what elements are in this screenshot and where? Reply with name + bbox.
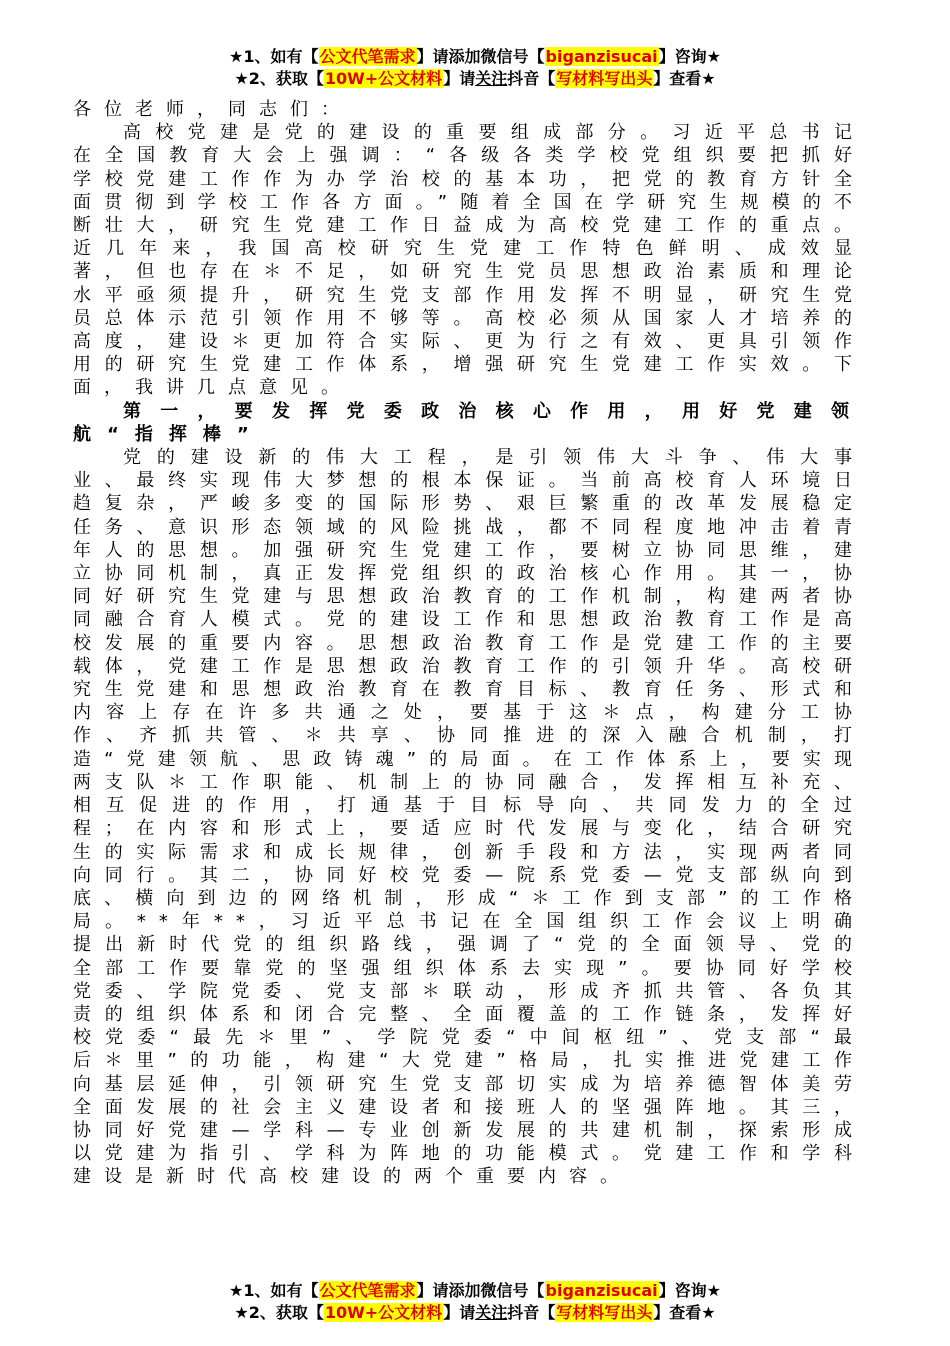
banner-line-2: ★2、获取【10W+公文材料】请关注抖音【写材料写出头】查看★ (234, 69, 716, 88)
banner-line-2: ★2、获取【10W+公文材料】请关注抖音【写材料写出头】查看★ (234, 1303, 716, 1322)
paragraph-section-1: 党的建设新的伟大工程，是引领伟大斗争、伟大事业、最终实现伟大梦想的根本保证。当前高校育人环境日趋复杂，严峻多变的国际形势、艰巨繁重的改革发展稳定任务、意识形态领域的风险挑战，都不同程度地冲击着青年人的思想。加强研究生党建工作，要树立协同思维，建立协同机制，真正发挥党组织的政治核心作用。其一，协同好研究生党建与思想政治教育的工作机制，构建两者协同融合育人模式。党的建设工作和思想政治教育工作是高校发展的重要内容。思想政治教育工作是党建工作的主要载体，党建工作是思想政治教育工作的引领升华。高校研究生党建和思想政治教育在教育目标、教育任务、形式和内容上存在许多共通之处，要基于这＊点，构建分工协作、齐抓共管、＊共享、协同推进的深入融合机制，打造“党建领航、思政铸魂”的局面。在工作体系上，要实现两支队＊工作职能、机制上的协同融合，发挥相互补充、相互促进的作用，打通基于目标导向、共同发力的全过程；在内容和形式上，要适应时代发展与变化，结合研究生的实际需求和成长规律，创新手段和方法，实现两者同向同行。其二，协同好校党委—院系党委—党支部纵向到底、横向到边的网络机制，形成“＊工作到支部”的工作格局。**年**，习近平总书记在全国组织工作会议上明确提出新时代党的组织路线，强调了“党的全面领导、党的全部工作要靠党的坚强组织体系去实现”。要协同好学校党委、学院党委、党支部＊联动，形成齐抓共管、各负其责的组织体系和闭合完整、全面覆盖的工作链条，发挥好校党委“最先＊里”、学院党委“中间枢纽”、党支部“最后＊里”的功能，构建“大党建”格局，扎实推进党建工作向基层延伸，引领研究生党支部切实成为培养德智体美劳全面发展的社会主义建设者和接班人的坚强阵地。其三，协同好党建—学科—专业创新发展的共建机制，探索形成以党建为指引、学科为阵地的功能模式。党建工作和学科建设是新时代高校建设的两个重要内容。 (73, 447, 865, 1188)
top-banner (0, 46, 950, 90)
highlight-writing-service: 公文代笔需求 (319, 1281, 416, 1300)
highlight-douyin-account: 写材料写出头 (556, 69, 653, 88)
highlight-materials: 10W+公文材料 (324, 69, 443, 88)
section-heading-1: 第一，要发挥党委政治核心作用，用好党建领航“指挥棒” (73, 400, 865, 445)
bottom-banner (0, 1280, 950, 1324)
highlight-wechat-id: biganzisucai (545, 1281, 658, 1300)
highlight-wechat-id: biganzisucai (545, 47, 658, 66)
greeting: 各位老师，同志们： (73, 99, 352, 120)
underline-follow: 关注 (475, 1303, 508, 1322)
highlight-writing-service: 公文代笔需求 (319, 47, 416, 66)
banner-line-1: ★1、如有【公文代笔需求】请添加微信号【biganzisucai】咨询★ (229, 1281, 721, 1300)
highlight-douyin-account: 写材料写出头 (556, 1303, 653, 1322)
document-body (73, 98, 865, 1189)
paragraph-intro: 高校党建是党的建设的重要组成部分。习近平总书记在全国教育大会上强调：“各级各类学校党组织要把抓好学校党建工作作为办学治校的基本功，把党的教育方针全面贯彻到学校工作各方面。”随着全国在学研究生规模的不断壮大，研究生党建工作日益成为高校党建工作的重点。近几年来，我国高校研究生党建工作特色鲜明、成效显著，但也存在＊不足，如研究生党员思想政治素质和理论水平亟须提升，研究生党支部作用发挥不明显，研究生党员总体示范引领作用不够等。高校必须从国家人才培养的高度，建设＊更加符合实际、更为行之有效、更具引领作用的研究生党建工作体系，增强研究生党建工作实效。下面，我讲几点意见。 (73, 122, 865, 399)
highlight-materials: 10W+公文材料 (324, 1303, 443, 1322)
banner-line-1: ★1、如有【公文代笔需求】请添加微信号【biganzisucai】咨询★ (229, 47, 721, 66)
underline-follow: 关注 (475, 69, 508, 88)
